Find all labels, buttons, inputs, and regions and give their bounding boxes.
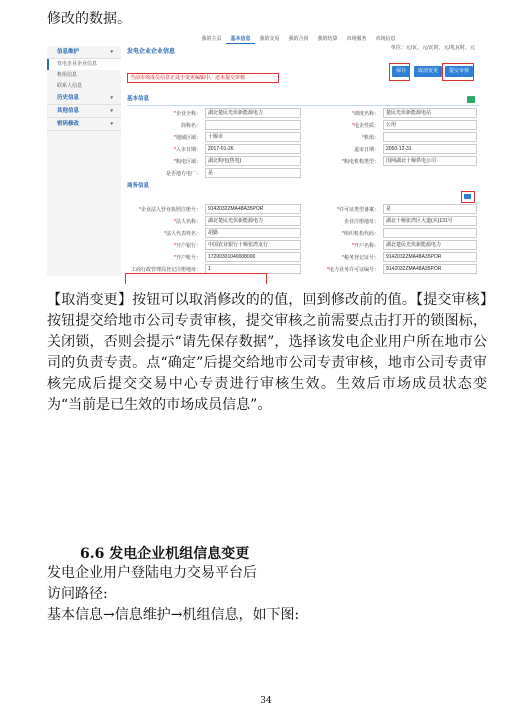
main-panel [127,46,483,282]
status-notice: 当前市场成员信息正处于变更编辑中，还未提交审核 [127,73,279,83]
sidebar-group[interactable] [47,105,121,118]
field-label: *购电机构类型： [342,159,379,165]
form-row [127,120,483,131]
field-label: *企业全称： [174,111,201,117]
nav-tab[interactable]: 基本信息 [226,34,255,44]
field-input[interactable]: 是 [205,168,301,178]
lock-icon[interactable] [467,96,475,103]
form-row [127,144,483,155]
body-paragraph: 【取消变更】按钮可以取消修改的的值，回到修改前的值。【提交审核】按钮提交给地市公司专责审核，提交审核之前需要点击打开的锁图标，关闭锁，否则会提示“请先保存数据”，选择该发电企业用户所在地市公司的负责专责。点“确定”后提交给地市公司专责审核，地市公司专责审核完成后提交交易中心专责进行审核生效。生效后市场成员状态变为“当前是已生效的市场成员信息”。 [47,292,487,413]
basic-info-title: 基本信息 [127,96,150,102]
section-heading: 6.6 发电企业机组信息变更 [80,546,250,562]
field-input[interactable]: 楚民光伏新能源电站 [383,108,477,118]
sidebar-group-label: 历史信息 [57,95,80,101]
field-input[interactable]: 2050-12-31 [383,144,477,154]
field-label: 退市日期： [353,147,379,153]
nav-tab[interactable]: 我的结算 [317,36,338,42]
unlock-icon[interactable] [461,191,475,203]
top-nav [197,34,400,44]
field-input[interactable]: 湖北楚民光伏新能源电力 [383,240,477,250]
nav-tab[interactable]: 市场服务 [346,36,367,42]
nav-tab[interactable]: 我的合同 [288,36,309,42]
address-highlight [125,273,267,284]
submit-review-button[interactable]: 提交审核 [445,66,473,77]
form-row [127,108,483,119]
form-row [127,228,483,239]
form-row [127,132,483,143]
field-label: *电企性质： [352,123,379,129]
field-label: *地域区域： [174,135,201,141]
field-input[interactable] [383,132,477,142]
sidebar-item[interactable]: 发电企业企业信息 [47,59,121,70]
sidebar-item[interactable]: 联系人信息 [57,83,83,89]
basic-info-section [127,94,479,106]
sidebar [47,46,121,276]
field-label: *机组： [362,135,379,141]
form-row [127,240,483,251]
field-input[interactable]: 湖北十堰张湾区大道(兵)131号 [383,216,477,226]
field-label: *入市日期： [174,147,201,153]
chevron-down-icon: ▾ [110,121,113,127]
field-input[interactable]: 胡勤 [205,228,301,238]
field-label: 是否地方电厂： [165,171,201,177]
field-label: *企业法人营业执照注册号： [139,207,201,213]
form-row [127,252,483,263]
form-row [127,168,483,179]
field-input[interactable]: 17200301040008000 [205,252,301,262]
field-label: *法人代表姓名： [164,231,201,237]
field-label: 简称名： [180,123,201,129]
nav-tab[interactable]: 市场信息 [375,36,396,42]
path-label: 访问路径: [47,586,108,602]
chevron-down-icon: ▾ [110,108,113,114]
field-input[interactable]: 湖北楚民光伏新能源电力 [205,108,301,118]
sidebar-group[interactable] [47,92,121,105]
field-input[interactable]: 2017-01-26 [205,144,301,154]
field-label: *开户银行： [174,243,201,249]
field-input[interactable]: 十堰市 [205,132,301,142]
commerce-info-section [127,181,479,192]
access-line: 发电企业用户登陆电力交易平台后 [47,565,257,581]
field-input[interactable]: 9142032ZMA48A35POR [383,264,477,274]
sidebar-group-label: 密码修改 [57,121,80,127]
nav-tab[interactable]: 我的交易 [259,36,280,42]
chevron-down-icon: ▾ [110,49,113,55]
field-input[interactable]: 是 [383,204,477,214]
form-row [127,156,483,167]
commerce-info-title: 商务信息 [127,183,150,189]
field-input[interactable] [205,120,301,130]
sidebar-item[interactable]: 机组信息 [57,72,78,78]
field-label: *电力业务许可证编号： [327,267,379,273]
field-input[interactable]: 9142032ZMA48A35POR [205,204,301,214]
field-input[interactable] [383,228,477,238]
field-label: *调度名称： [352,111,379,117]
field-label: 企业注册地址： [343,219,379,225]
field-label: *开户名称： [352,243,379,249]
sidebar-group[interactable] [47,46,121,59]
field-input[interactable]: 湖北楚民光伏新能源电力 [205,216,301,226]
field-input[interactable]: 国网湖北十堰供电公司 [383,156,477,166]
field-label: *许可证类型备案： [337,207,379,213]
screenshot-figure [47,34,487,284]
field-label: *法人名称： [174,219,201,225]
intro-text: 修改的数据。 [47,11,131,27]
field-input[interactable]: 中国农业银行十堰张湾支行 [205,240,301,250]
unit-note: 单位：元/瓦，元/瓦时，元/兆瓦时，元 [390,45,475,51]
form-row [127,216,483,227]
field-label: *购电区域： [174,159,201,165]
nav-tab[interactable]: 我的主页 [201,36,222,42]
sidebar-group[interactable] [47,118,121,131]
field-input[interactable]: 1 [205,264,301,274]
form-row [127,204,483,215]
field-label: 工商行政管理局登记注册地址： [130,267,201,273]
page-number: 34 [260,696,272,706]
field-label: *税务登记证号： [342,255,379,261]
sidebar-group-label: 信息维护 [57,49,80,55]
save-button[interactable]: 保存 [392,66,410,77]
field-input[interactable]: 湖北购电(售电) [205,156,301,166]
cancel-change-button[interactable]: 取消变更 [414,66,442,77]
field-input[interactable]: 9142032ZMA48A35POR [383,252,477,262]
path-line: 基本信息→信息维护→机组信息，如下图: [47,607,300,623]
sidebar-group-label: 其他信息 [57,108,80,114]
field-label: *组织机构代码： [342,231,379,237]
chevron-down-icon: ▾ [110,95,113,101]
page-title: 发电企业企业信息 [127,49,176,55]
field-input[interactable]: 公用 [383,120,477,130]
field-label: *开户账号： [174,255,201,261]
